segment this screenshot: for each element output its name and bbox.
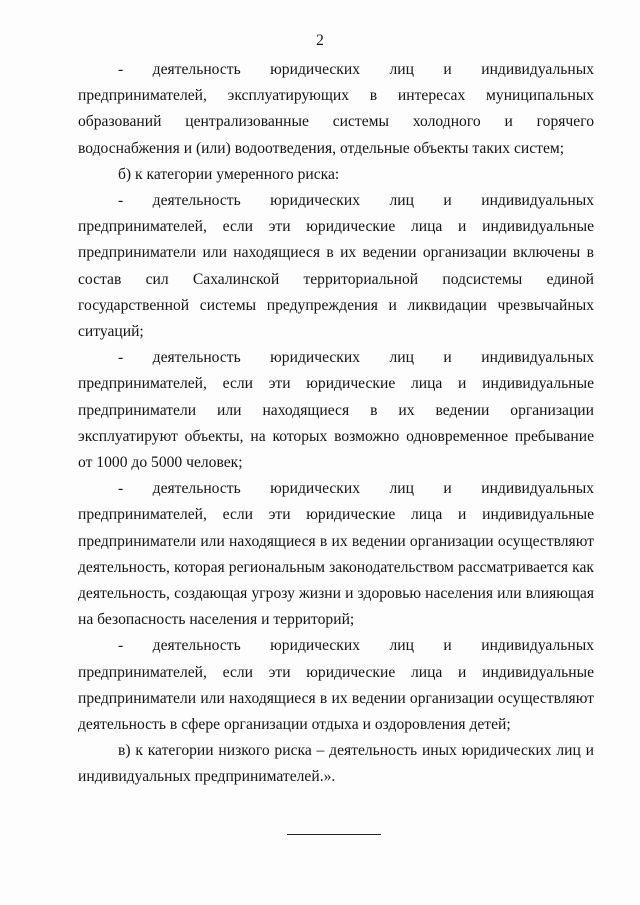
paragraph-water-supply: - деятельность юридических лиц и индивидуальных предпринимателей, эксплуатирующих в интересах муниципальных образований централизованные системы холодного и горячего водоснабжения и (или) водоотведения, отдельные объекты таких систем; xyxy=(78,61,594,157)
paragraph-children-recreation: - деятельность юридических лиц и индивидуальных предпринимателей, если эти юридические лица и индивидуальные предприниматели или находящиеся в их ведении организации осуществляют деятельность в сфере организации отдыха и оздоровления детей; xyxy=(78,637,594,734)
paragraph-regional-threat: - деятельность юридических лиц и индивидуальных предпринимателей, если эти юридические лица и индивидуальные предприниматели или находящиеся в их ведении организации осуществляют деятельность, которая региональным законодательством рассматривается как деятельность, создающая угрозу жизни и здоровью населения или влияющая на безопасность населения и территорий; xyxy=(78,480,594,629)
end-divider-line xyxy=(287,834,381,835)
paragraph-moderate-risk-heading: б) к категории умеренного риска: xyxy=(118,165,340,183)
page-number: 2 xyxy=(316,32,324,49)
paragraph-low-risk: в) к категории низкого риска – деятельность иных юридических лиц и индивидуальных предпринимателей.». xyxy=(78,742,594,786)
document-body xyxy=(78,57,594,791)
paragraph-emergency-system: - деятельность юридических лиц и индивидуальных предпринимателей, если эти юридические лица и индивидуальные предприниматели или находящиеся в их ведении организации включены в состав сил Сахалинской территориальной подсистемы единой государственной системы предупреждения и ликвидации чрезвычайных ситуаций; xyxy=(78,192,594,341)
paragraph-mass-presence: - деятельность юридических лиц и индивидуальных предпринимателей, если эти юридические лица и индивидуальные предприниматели или находящиеся в их ведении организации эксплуатируют объекты, на которых возможно одновременное пребывание от 1000 до 5000 человек; xyxy=(78,349,594,472)
